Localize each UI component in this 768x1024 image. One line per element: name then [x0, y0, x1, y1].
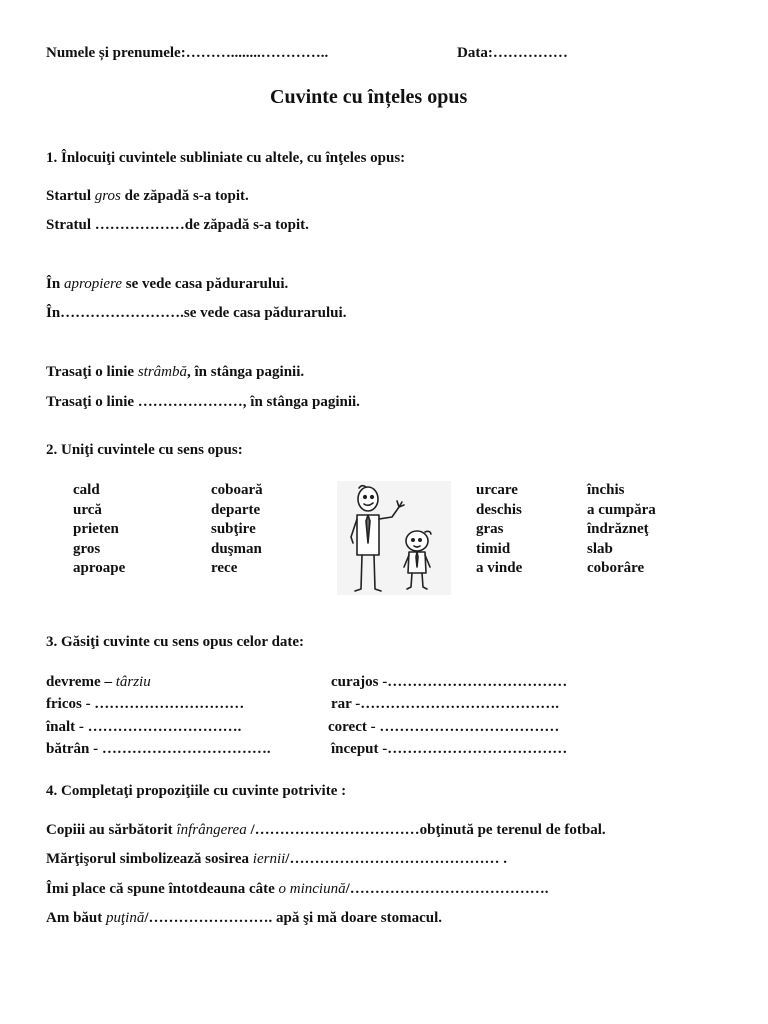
list-item: îndrăzneţ	[587, 521, 649, 537]
list-item: deschis	[476, 501, 522, 518]
ex1-s1-post: de zăpadă s-a topit.	[120, 188, 249, 204]
ex4-s2-pre: Mărţişorul simbolizează sosirea	[46, 851, 253, 867]
exercise-1-heading: 1. Înlocuiţi cuvintele subliniate cu altele, cu înţeles opus:	[46, 150, 406, 166]
list-item: rece	[211, 560, 238, 576]
ex1-s3-post: , în stânga paginii.	[187, 364, 305, 380]
ex1-s2-post: se vede casa pădurarului.	[121, 276, 289, 292]
word-column-1	[73, 481, 125, 579]
ex4-sentence-2	[46, 851, 507, 868]
list-item: închis	[587, 482, 625, 498]
ex3-example-answer: târziu	[115, 674, 151, 690]
list-item: coboară	[211, 482, 263, 498]
exercise-3-heading: 3. Găsiţi cuvinte cu sens opus celor date:	[46, 634, 305, 650]
ex4-sentence-3	[46, 881, 549, 898]
word-column-3	[476, 481, 522, 579]
ex4-s3-word: o minciună	[278, 881, 346, 897]
ex4-sentence-4	[46, 910, 442, 927]
ex4-s1-post: /……………………………obţinută pe terenul de fotbal.	[246, 822, 606, 838]
ex1-sentence-3-original	[46, 364, 304, 381]
ex1-sentence-2-original	[46, 276, 288, 293]
ex1-s2-pre: În	[46, 276, 64, 292]
exercise-4-heading: 4. Completaţi propoziţiile cu cuvinte potrivite :	[46, 783, 347, 799]
list-item: urcă	[73, 501, 102, 518]
ex1-s1-underlined-word: gros	[94, 188, 121, 204]
ex3-row-4-left: bătrân - …………………………….	[46, 741, 271, 757]
list-item: slab	[587, 540, 613, 557]
ex3-row-2-left: fricos - …………………………	[46, 696, 245, 712]
ex1-sentence-1-blank: Stratul ………………de zăpadă s-a topit.	[46, 217, 309, 233]
ex4-s4-post: /……………………. apă şi mă doare stomacul.	[144, 910, 443, 926]
list-item: duşman	[211, 540, 262, 557]
ex1-s1-pre: Startul	[46, 188, 95, 204]
list-item: coborâre	[587, 560, 645, 576]
list-item: urcare	[476, 482, 518, 498]
list-item: a cumpăra	[587, 501, 656, 518]
exercise-2-heading: 2. Uniţi cuvintele cu sens opus:	[46, 442, 243, 458]
ex1-sentence-2-blank: În…………………….se vede casa pădurarului.	[46, 305, 347, 321]
ex4-s3-pre: Îmi place că spune întotdeauna câte	[46, 881, 279, 897]
ex4-sentence-1	[46, 822, 606, 839]
name-field-label: Numele și prenumele:………........…………..	[46, 45, 329, 61]
ex4-s3-post: /………………………………….	[345, 881, 549, 897]
ex3-row-3-left: înalt - ………………………….	[46, 719, 242, 735]
list-item: gros	[73, 540, 101, 557]
ex1-sentence-1-original	[46, 188, 249, 205]
list-item: timid	[476, 540, 511, 557]
ex1-s3-pre: Trasaţi o linie	[46, 364, 138, 380]
ex1-sentence-3-blank: Trasaţi o linie …………………, în stânga paginii.	[46, 394, 360, 410]
list-item: subţire	[211, 521, 256, 537]
ex4-s4-pre: Am băut	[46, 910, 107, 926]
ex3-row-1-left	[46, 674, 151, 691]
list-item: gras	[476, 521, 504, 537]
list-item: prieten	[73, 521, 119, 537]
tall-short-figures-illustration	[337, 481, 451, 595]
list-item: cald	[73, 482, 100, 498]
ex1-s3-underlined-word: strâmbă	[137, 364, 187, 380]
ex3-word-devreme: devreme –	[46, 674, 116, 690]
list-item: departe	[211, 501, 261, 518]
ex3-row-1-right: curajos -………………………………	[331, 674, 568, 690]
ex3-row-4-right: început -………………………………	[331, 741, 568, 757]
word-column-4	[587, 481, 656, 579]
word-column-2	[211, 481, 263, 579]
ex3-row-3-right: corect - ………………………………	[328, 719, 560, 735]
date-field-label: Data:……………	[457, 45, 568, 61]
ex4-s1-word: înfrângerea	[176, 822, 247, 838]
ex4-s2-word: iernii	[252, 851, 286, 867]
page-title: Cuvinte cu înțeles opus	[270, 86, 468, 108]
ex4-s2-post: /…………………………………… .	[285, 851, 507, 867]
list-item: aproape	[73, 560, 126, 576]
ex1-s2-underlined-word: apropiere	[63, 276, 122, 292]
ex4-s4-word: puţină	[106, 910, 145, 926]
ex4-s1-pre: Copiii au sărbătorit	[46, 822, 177, 838]
ex3-row-2-right: rar -………………………………….	[331, 696, 560, 712]
list-item: a vinde	[476, 560, 523, 576]
